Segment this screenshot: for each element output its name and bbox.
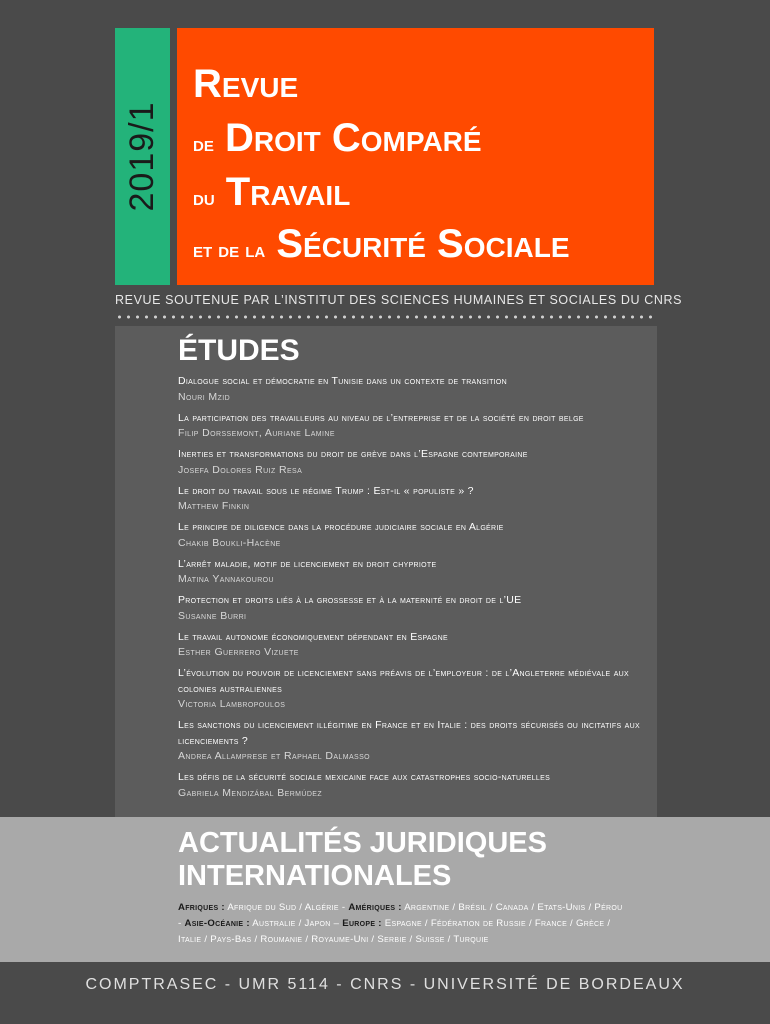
article-title: Inerties et transformations du droit de grève dans l’Espagne contemporaine (178, 448, 528, 460)
countries-asie-oceanie: Australie / Japon (252, 918, 331, 929)
region-europe: Europe : (342, 918, 382, 929)
title-small-de: de (193, 131, 214, 156)
region-ameriques: Amériques : (348, 902, 402, 913)
article-item (178, 520, 648, 551)
issue-year: 2019/1 (123, 101, 161, 212)
journal-title-box (177, 28, 654, 285)
article-item (178, 718, 648, 764)
article-author: Susanne Burri (178, 609, 247, 622)
publisher-footer: COMPTRASEC - UMR 5114 - CNRS - UNIVERSITÉ DE BORDEAUX (85, 976, 685, 993)
article-title: L’arrêt maladie, motif de licenciement en droit chypriote (178, 557, 437, 570)
title-line-3 (193, 170, 350, 215)
title-word-revue: Revue (193, 62, 299, 106)
title-small-et-de-la: et de la (193, 237, 266, 262)
countries-europe: Espagne / Fédération de Russie / France / Grèce / Italie / Pays-Bas / Roumanie / Royaume-Uni / Serbie / Suisse / Turquie (178, 918, 611, 945)
article-item (178, 411, 648, 442)
title-word-securite-sociale: Sécurité Sociale (276, 222, 570, 266)
article-author: Nouri Mzid (178, 390, 231, 403)
article-item (178, 630, 648, 661)
year-band (115, 28, 170, 285)
article-item (178, 666, 648, 712)
article-title: Le droit du travail sous le régime Trump : Est-il « populiste » ? (178, 484, 474, 497)
article-author: Chakib Boukli-Hacène (178, 536, 281, 549)
article-title: Les défis de la sécurité sociale mexicaine face aux catastrophes socio-naturelles (178, 771, 551, 783)
article-title: L’évolution du pouvoir de licenciement sans préavis de l’employeur : de l’Angleterre médiévale aux colonies australiennes (178, 667, 629, 695)
article-list (178, 374, 648, 807)
article-author: Matina Yannakourou (178, 573, 274, 585)
actualites-heading-line-2: INTERNATIONALES (178, 860, 452, 892)
title-line-2 (193, 116, 482, 161)
article-item (178, 484, 648, 515)
region-afriques: Afriques : (178, 902, 225, 913)
article-title: Le principe de diligence dans la procédure judiciaire sociale en Algérie (178, 521, 504, 533)
article-item (178, 557, 648, 588)
article-author: Josefa Dolores Ruiz Resa (178, 463, 303, 476)
actualites-section (0, 817, 770, 962)
article-title: Protection et droits liés à la grossesse et à la maternité en droit de l’UE (178, 594, 522, 606)
article-title: Dialogue social et démocratie en Tunisie dans un contexte de transition (178, 375, 508, 387)
countries-ameriques: Argentine / Brésil / Canada / Etats-Unis / Pérou (404, 902, 623, 913)
article-author: Gabriela Mendizábal Bermúdez (178, 786, 323, 799)
article-item (178, 593, 648, 624)
article-item (178, 374, 648, 405)
etudes-heading: ÉTUDES (178, 334, 300, 367)
article-author: Filip Dorssemont, Auriane Lamine (178, 427, 335, 439)
article-author: Andrea Allamprese et Raphael Dalmasso (178, 750, 370, 762)
title-word-droit-compare: Droit Comparé (224, 116, 482, 160)
article-item (178, 770, 648, 801)
actualites-heading-line-1: ACTUALITÉS JURIDIQUES (178, 827, 547, 859)
article-title: La participation des travailleurs au niveau de l’entreprise et de la société en droit belge (178, 411, 584, 424)
countries-afriques: Afrique du Sud / Algérie (227, 902, 339, 913)
title-line-4 (193, 222, 570, 267)
regions-list: Afriques : Afrique du Sud / Algérie - Amériques : Argentine / Brésil / Canada / Etats-Unis / Pérou - Asie-Océanie : Australie / Japon – Europe : Espagne / Fédération de Russie / France / Grèce / Italie / Pays-Bas / Roumanie / Royaume-Uni / Serbie / Suisse / Turquie (178, 902, 623, 945)
article-item (178, 447, 648, 478)
actualites-heading (178, 827, 698, 893)
dotted-divider (115, 314, 655, 320)
article-author: Victoria Lambropoulos (178, 698, 286, 710)
article-author: Matthew Finkin (178, 500, 250, 512)
title-small-du: du (193, 185, 215, 210)
support-statement: REVUE SOUTENUE PAR L’INSTITUT DES SCIENCES HUMAINES ET SOCIALES DU CNRS (115, 293, 683, 307)
title-word-travail: Travail (225, 170, 351, 214)
region-asie-oceanie: Asie-Océanie : (184, 918, 250, 929)
etudes-section (115, 326, 657, 817)
article-title: Le travail autonome économiquement dépendant en Espagne (178, 630, 448, 643)
article-title: Les sanctions du licenciement illégitime en France et en Italie : des droits sécurisés ou incitatifs aux licenciements ? (178, 719, 640, 747)
title-line-1 (193, 62, 298, 107)
article-author: Esther Guerrero Vizuete (178, 646, 299, 658)
